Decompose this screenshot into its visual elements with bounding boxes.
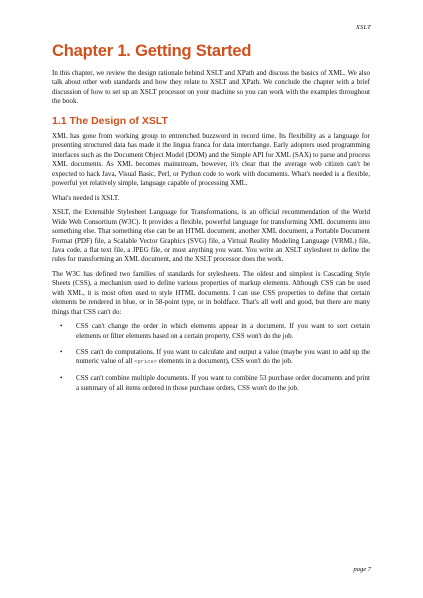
paragraph-whats-needed: What's needed is XSLT. xyxy=(52,193,120,202)
list-item-text: CSS can't combine multiple documents. If you want to combine 53 purchase order documents and print a summary of all items ordered in those purchase orders, CSS won't do the job. xyxy=(76,374,370,392)
section-heading: 1.1 The Design of XSLT xyxy=(52,114,168,127)
chapter-title: Chapter 1. Getting Started xyxy=(52,42,252,60)
page-content xyxy=(52,69,370,400)
list-item xyxy=(52,348,370,368)
page-number: page 7 xyxy=(353,566,371,573)
list-item xyxy=(52,374,370,393)
bullet-icon: • xyxy=(60,374,63,383)
paragraph-xslt-definition: XSLT, the Extensible Stylesheet Language for Transformations, is an official recommendation of the World Wide Web Consortium (W3C). It provides a flexible, powerful language for transforming XML documents into something else. That something else can be an HTML document, another XML document, a Portable Document Format (PDF) file, a Scalable Vector Graphics (SVG) file, a Virtual Reality Modeling Language (VRML) file, Java code, a flat text file, a JPEG file, or most anything you want. You write an XSLT stylesheet to define the rules for transforming an XML document, and the XSLT processor does the work. xyxy=(52,208,370,264)
css-limitations-list xyxy=(52,322,370,393)
inline-code-price: <price> xyxy=(134,359,157,366)
list-item-text-before: CSS can't do computations. If you want to calculate and output a value (maybe you want to add up the numeric value of all xyxy=(76,347,370,366)
bullet-icon: • xyxy=(60,322,63,331)
paragraph-xml-history: XML has gone from working group to entrenched buzzword in record time. Its flexibility as a language for presenting structured data has made it the lingua franca for data interchange. Early adopters used programming interfaces such as the Document Object Model (DOM) and the Simple API for XML (SAX) to parse and process XML documents. As XML becomes mainstream, however, it's clear that the average web citizen can't be expected to hack Java, Visual Basic, Perl, or Python code to work with documents. What's needed is a flexible, powerful yet relatively simple, language capable of processing XML. xyxy=(52,131,370,188)
intro-paragraph: In this chapter, we review the design rationale behind XSLT and XPath and discuss the basics of XML. We also talk about other web standards and how they relate to XSLT and XPath. We conclude the chapter with a brief discussion of how to set up an XSLT processor on your machine so you can work with the examples throughout the book. xyxy=(52,69,370,106)
list-item-text: CSS can't change the order in which elements appear in a document. If you want to sort certain elements or filter elements based on a certain property, CSS won't do the job. xyxy=(76,322,370,340)
list-item xyxy=(52,322,370,341)
bullet-icon: • xyxy=(60,347,63,356)
list-item-text-after: elements in a document), CSS won't do the job. xyxy=(156,357,293,366)
running-header: XSLT xyxy=(355,24,371,31)
paragraph-stylesheet-families: The W3C has defined two families of standards for stylesheets. The oldest and simplest is Cascading Style Sheets (CSS), a mechanism used to define various properties of markup elements. Although CSS can be used with XML, it is most often used to style HTML documents. I can use CSS properties to define that certain elements be rendered in blue, or in 58-point type, or in boldface. That's all well and good, but there are many things that CSS can't do: xyxy=(52,269,370,316)
